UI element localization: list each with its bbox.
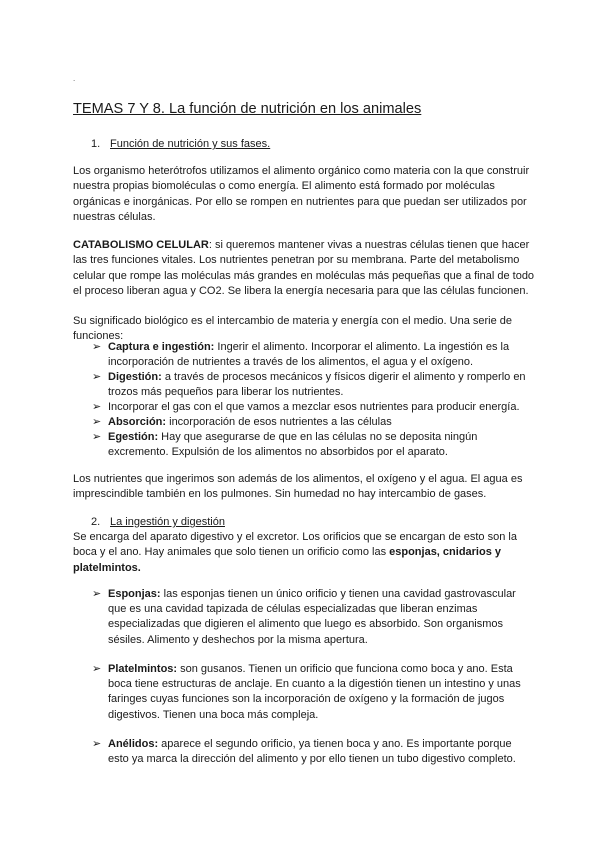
list-item: [92, 737, 532, 767]
section-1-intro: Los organismo heterótrofos utilizamos el alimento orgánico como materia con la que construir nuestra propias biomoléculas o como energía. El alimento está formado por moléculas orgánicas e inorgánicas. Por ello se rompen en nutrientes para que puedan ser utilizados por nuestras células.: [73, 165, 530, 223]
list-item: [92, 415, 532, 430]
list-item-text: Ingerir el alimento. Incorporar el alimento. La ingestión es la incorporación de nutrientes a través de los alimentos, el agua y el oxígeno.: [108, 341, 510, 369]
list-item: [92, 400, 532, 415]
list-item-label: Platelmintos:: [108, 663, 178, 675]
list-item-label: Esponjas:: [108, 588, 161, 600]
catabolism-text: : si queremos mantener vivas a nuestras células tienen que hacer las tres funciones vitales. Los nutrientes penetran por su membrana. Parte del metabolismo celular que rompe las moléculas más grandes en moléculas más pequeñas que a final de todo el proceso liberan agua y CO2. Se libera la energía necesaria para que las células funcionen.: [73, 239, 535, 297]
list-item-label: Egestión:: [108, 431, 159, 443]
list-item: [92, 340, 532, 370]
arrow-bullet-icon: ➢: [92, 401, 102, 413]
list-item: [92, 370, 532, 400]
arrow-bullet-icon: ➢: [92, 431, 102, 443]
significance-paragraph: Su significado biológico es el intercambio de materia y energía con el medio. Una serie de funciones:: [73, 315, 513, 343]
list-item-text: Incorporar el gas con el que vamos a mezclar esos nutrientes para producir energía.: [108, 401, 520, 413]
list-item-label: Absorción:: [108, 416, 167, 428]
list-item-text: Hay que asegurarse de que en las células no se deposita ningún excremento. Expulsión de los alimentos no absorbidos por el aparato.: [108, 431, 478, 459]
list-item-text: incorporación de esos nutrientes a las células: [166, 416, 392, 428]
list-item: [92, 430, 532, 460]
catabolism-paragraph: [73, 238, 535, 299]
list-item-text: a través de procesos mecánicos y físicos digerir el alimento y romperlo en trozos más pequeños para liberar los nutrientes.: [108, 371, 526, 399]
section-1-closing: Los nutrientes que ingerimos son además de los alimentos, el oxígeno y el agua. El agua es imprescindible también en los pulmones. Sin humedad no hay intercambio de gases.: [73, 473, 523, 501]
section-1-title: Función de nutrición y sus fases.: [110, 138, 271, 150]
arrow-bullet-icon: ➢: [92, 738, 102, 750]
section-1-heading: [91, 138, 270, 150]
catabolism-label: CATABOLISMO CELULAR: [73, 239, 209, 251]
section-2-number: 2.: [91, 516, 101, 528]
list-item-text: son gusanos. Tienen un orificio que funciona como boca y ano. Esta boca tiene estructuras de anclaje. En cuanto a la digestión tienen un intestino y unas faringes cuyas funciones son la incorporación de oxígeno y la formación de jugos digestivos. Tienen una boca más compleja.: [108, 663, 521, 721]
list-item-label: Anélidos:: [108, 738, 159, 750]
section-2-heading: [91, 516, 225, 528]
list-item-label: Digestión:: [108, 371, 162, 383]
section-2-intro-text: Se encarga del aparato digestivo y el excretor. Los orificios que se encargan de esto son la boca y el ano. Hay animales que solo tienen un orificio como las: [73, 531, 517, 559]
arrow-bullet-icon: ➢: [92, 371, 102, 383]
list-item: [92, 587, 532, 648]
list-item-label: Captura e ingestión:: [108, 341, 215, 353]
arrow-bullet-icon: ➢: [92, 341, 102, 353]
section-2-intro: [73, 530, 535, 576]
list-item-text: aparece el segundo orificio, ya tienen boca y ano. Es importante porque esto ya marca la dirección del alimento y por ello tienen un tubo digestivo completo.: [108, 738, 516, 766]
list-item-text: las esponjas tienen un único orificio y tienen una cavidad gastrovascular que es una cavidad tapizada de células especializadas que liberan enzimas especializadas que digieren el alimento que luego es absorbido. Son organismos sésiles. Alimento y deshechos por la misma apertura.: [108, 588, 516, 646]
section-2-title: La ingestión y digestión: [110, 516, 225, 528]
stray-dot: .: [73, 74, 76, 83]
arrow-bullet-icon: ➢: [92, 663, 102, 675]
arrow-bullet-icon: ➢: [92, 416, 102, 428]
section-2-intro-bold: esponjas, cnidarios y platelmintos.: [73, 546, 501, 574]
arrow-bullet-icon: ➢: [92, 588, 102, 600]
section-1-number: 1.: [91, 138, 101, 150]
document-title: TEMAS 7 Y 8. La función de nutrición en los animales: [73, 101, 422, 117]
list-item: [92, 662, 532, 723]
